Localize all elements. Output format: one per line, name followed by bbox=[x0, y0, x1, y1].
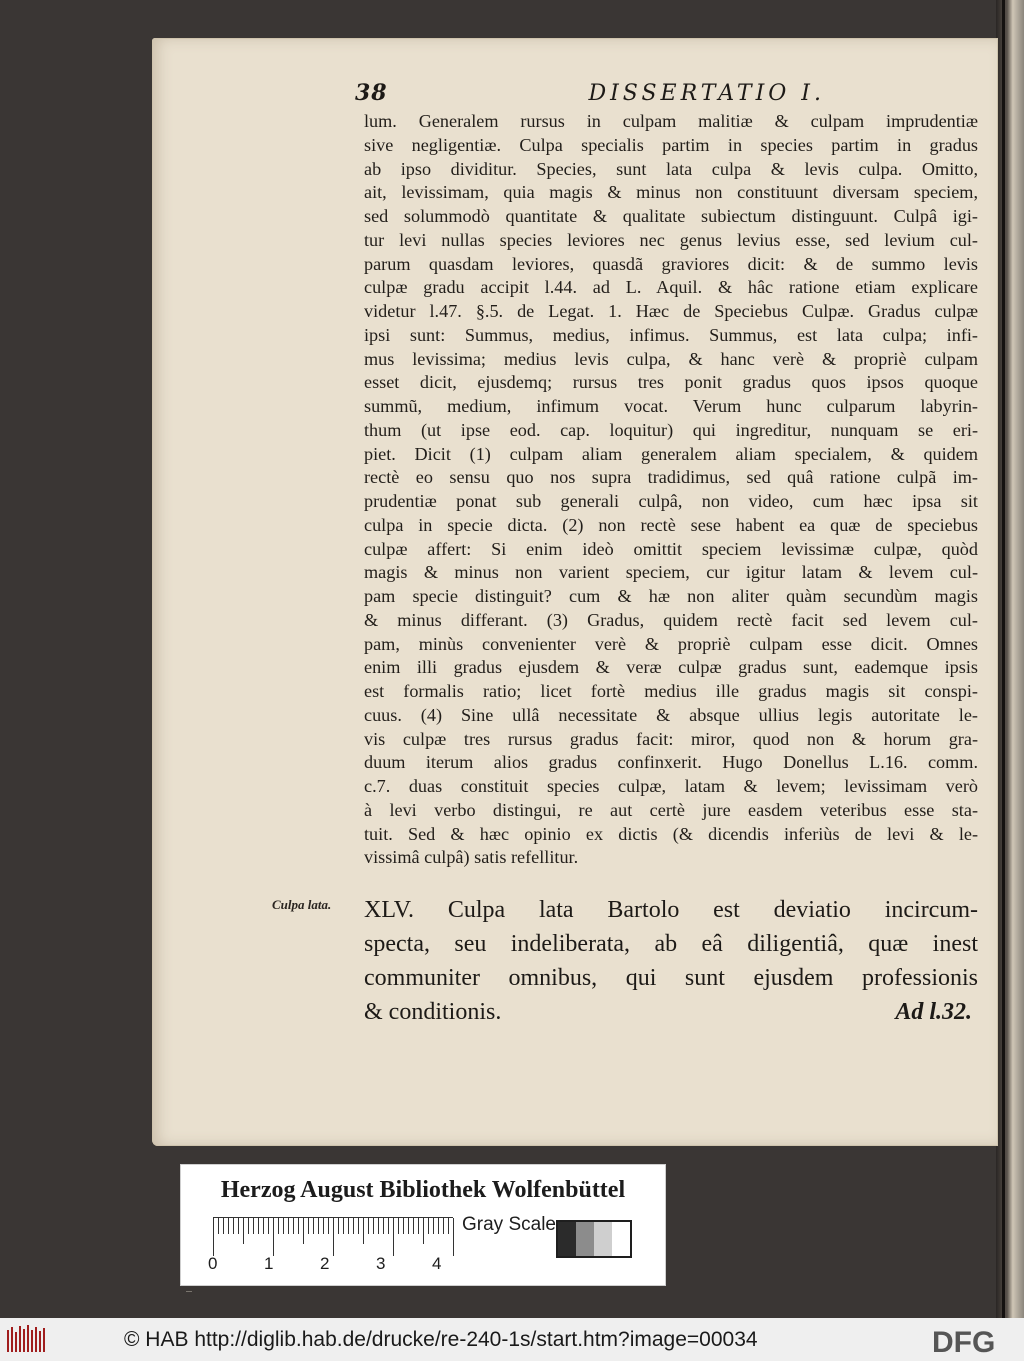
ruler-tick bbox=[383, 1218, 384, 1234]
ruler-tick bbox=[403, 1218, 404, 1234]
ruler-tick bbox=[243, 1218, 244, 1244]
ruler-tick bbox=[238, 1218, 239, 1234]
ruler-tick bbox=[233, 1218, 234, 1234]
ruler-tick bbox=[293, 1218, 294, 1234]
ruler-tick bbox=[268, 1218, 269, 1234]
ruler-tick bbox=[348, 1218, 349, 1234]
pencil-mark bbox=[186, 1291, 192, 1295]
ruler-tick bbox=[413, 1218, 414, 1234]
text-line: thum (ut ipse eod. cap. loquitur) qui ingreditur, nunquam se eri- bbox=[364, 419, 978, 440]
ruler-tick bbox=[228, 1218, 229, 1234]
ruler-tick bbox=[248, 1218, 249, 1234]
ruler-number: 0 bbox=[208, 1254, 218, 1273]
text-line: parum quasdam leviores, quasdã graviores dicit: & de summo levis bbox=[364, 253, 978, 274]
ruler-tick bbox=[313, 1218, 314, 1234]
page-number: 38 bbox=[355, 80, 388, 106]
ruler-tick bbox=[418, 1218, 419, 1234]
text-line: pam, minùs convenienter verè & propriè culpam esse dicit. Omnes bbox=[364, 633, 978, 654]
ruler-tick bbox=[258, 1218, 259, 1234]
ruler-tick bbox=[218, 1218, 219, 1234]
text-line: & minus differant. (3) Gradus, quidem rectè facit sed levem cul- bbox=[364, 609, 978, 630]
section-line-text: & conditionis. bbox=[364, 999, 502, 1025]
text-line: mus levissima; medius levis culpa, & hanc verè & propriè culpam bbox=[364, 348, 978, 369]
hab-logo-icon bbox=[6, 1324, 48, 1354]
text-line: sive negligentiæ. Culpa specialis partim in species partim in gradus bbox=[364, 134, 978, 155]
ruler-tick bbox=[333, 1218, 334, 1256]
ruler-tick bbox=[253, 1218, 254, 1234]
ruler-tick bbox=[423, 1218, 424, 1244]
ruler-tick bbox=[443, 1218, 444, 1234]
section-line-text: specta, seu indeliberata, ab eâ diligentiâ, quæ inest bbox=[364, 931, 978, 957]
ruler-tick bbox=[303, 1218, 304, 1244]
ruler-tick bbox=[378, 1218, 379, 1234]
ruler-tick bbox=[393, 1218, 394, 1256]
dfg-logo bbox=[932, 1325, 1016, 1355]
ruler-number: 3 bbox=[376, 1254, 386, 1273]
ruler-number: 1 bbox=[264, 1254, 274, 1273]
footer-bar bbox=[0, 1318, 1024, 1361]
ruler-tick bbox=[318, 1218, 319, 1234]
text-line: culpa in specie dicta. (2) non rectè sese habent ea quæ de speciebus bbox=[364, 514, 978, 535]
gray-scale-swatch bbox=[556, 1220, 632, 1258]
text-line: magis & minus non varient speciem, cur igitur latam & levem cul- bbox=[364, 562, 978, 583]
ruler-tick bbox=[408, 1218, 409, 1234]
ruler-tick bbox=[283, 1218, 284, 1234]
text-line: piet. Dicit (1) culpam aliam generalem aliam specialem, & quidem bbox=[364, 443, 978, 464]
ruler-tick bbox=[223, 1218, 224, 1234]
ruler-tick bbox=[438, 1218, 439, 1234]
ruler-number: 4 bbox=[432, 1254, 442, 1273]
section-line bbox=[364, 893, 978, 927]
ruler-tick bbox=[433, 1218, 434, 1234]
ruler-tick bbox=[358, 1218, 359, 1234]
text-line: prudentiæ ponat sub generali culpâ, non video, cum hæc ipsa sit bbox=[364, 491, 978, 511]
text-line: cuus. (4) Sine ullâ necessitate & absque ullius legis autoritate le- bbox=[364, 704, 978, 725]
ruler-number: 2 bbox=[320, 1254, 330, 1273]
running-head bbox=[355, 78, 825, 108]
text-line: c.7. duas constituit species culpæ, latam & levem; levissimam verò bbox=[364, 776, 978, 796]
text-line: vis culpæ tres rursus gradus facit: miror, quod non & horum gra- bbox=[364, 728, 978, 749]
text-line: esset dicit, ejusdemq; rursus tres ponit gradus quos ipsos quoque bbox=[364, 372, 978, 393]
ruler-tick bbox=[338, 1218, 339, 1234]
ruler-tick bbox=[363, 1218, 364, 1244]
text-line: culpæ gradu accipit l.44. ad L. Aquil. & hâc ratione etiam explicare bbox=[364, 277, 978, 298]
ruler-tick bbox=[428, 1218, 429, 1234]
text-line: ab ipso dividitur. Species, sunt lata culpa & levis culpa. Omitto, bbox=[364, 158, 978, 179]
section-xlv bbox=[364, 893, 978, 1029]
ruler-tick bbox=[288, 1218, 289, 1234]
text-line: rectè eo sensu quo nos supra tradidimus, sed quâ ratione culpã im- bbox=[364, 467, 978, 488]
text-line: vissimâ culpâ) satis refellitur. bbox=[364, 847, 579, 868]
scan-background-edge bbox=[996, 0, 1024, 1361]
ruler-tick bbox=[353, 1218, 354, 1234]
library-name: Herzog August Bibliothek Wolfenbüttel bbox=[220, 1177, 626, 1203]
text-line: lum. Generalem rursus in culpam malitiæ & culpam imprudentiæ bbox=[364, 111, 978, 131]
section-line-text: XLV. Culpa lata Bartolo est deviatio incircum- bbox=[364, 897, 978, 923]
section-line bbox=[364, 961, 978, 995]
text-line: tur levi nullas species leviores nec genus levius esse, sed levium cul- bbox=[364, 229, 978, 250]
ruler-tick bbox=[343, 1218, 344, 1234]
ruler-tick bbox=[328, 1218, 329, 1234]
legal-reference: Ad l.32. bbox=[895, 999, 972, 1025]
text-line: à levi verbo distingui, re aut certè jure easdem veteribus esse sta- bbox=[364, 799, 978, 820]
section-line bbox=[364, 995, 978, 1029]
ruler-tick bbox=[263, 1218, 264, 1234]
ruler-tick bbox=[278, 1218, 279, 1234]
ruler-tick bbox=[453, 1218, 454, 1256]
text-line: tuit. Sed & hæc opinio ex dictis (& dicendis inferiùs de levi & le- bbox=[364, 823, 978, 844]
text-line: est formalis ratio; licet fortè medius ille gradus magis sit conspi- bbox=[364, 681, 978, 701]
text-line: ait, levissimam, quia magis & minus non constituunt diversam speciem, bbox=[364, 182, 978, 203]
text-line: duum iterum alios gradus confinxerit. Hugo Donellus L.16. comm. bbox=[364, 752, 978, 773]
gray-scale-label: Gray Scale bbox=[462, 1214, 556, 1235]
ruler-tick bbox=[323, 1218, 324, 1234]
text-line: enim illi gradus ejusdem & veræ culpæ gradus sunt, eademque ipsis bbox=[364, 657, 978, 678]
section-line-text: communiter omnibus, qui sunt ejusdem professionis bbox=[364, 965, 978, 991]
text-line: culpæ affert: Si enim ideò omittit speciem levissimæ culpæ, quòd bbox=[364, 538, 978, 559]
text-line: sed solummodò quantitate & qualitate subiectum distinguunt. Culpâ igi- bbox=[364, 206, 978, 226]
ruler-tick bbox=[368, 1218, 369, 1234]
scale-ruler bbox=[213, 1217, 453, 1256]
ruler-tick bbox=[373, 1218, 374, 1234]
ruler-tick bbox=[213, 1218, 214, 1256]
text-line: videtur l.47. §.5. de Legat. 1. Hæc de Speciebus Culpæ. Gradus culpæ bbox=[364, 301, 978, 321]
margin-note-culpa-lata: Culpa lata. bbox=[272, 897, 332, 912]
text-line: ipsi sunt: Summus, medius, infimus. Summus, est lata culpa; infi- bbox=[364, 324, 978, 345]
ruler-tick bbox=[308, 1218, 309, 1234]
section-line bbox=[364, 927, 978, 961]
ruler-tick bbox=[273, 1218, 274, 1256]
text-line: pam specie distinguit? cum & hæ non aliter quàm secundùm magis bbox=[364, 586, 978, 606]
ruler-tick bbox=[388, 1218, 389, 1234]
dfg-logo-text: DFG bbox=[932, 1326, 996, 1355]
copyright-link[interactable]: © HAB http://diglib.hab.de/drucke/re-240-1s/start.htm?image=00034 bbox=[124, 1328, 758, 1351]
ruler-tick bbox=[398, 1218, 399, 1234]
ruler-tick bbox=[298, 1218, 299, 1234]
ruler-tick bbox=[448, 1218, 449, 1234]
text-line: summũ, medium, infimum vocat. Verum hunc culparum labyrin- bbox=[364, 396, 978, 416]
body-text bbox=[364, 110, 978, 870]
running-title: DISSERTATIO I. bbox=[588, 80, 825, 106]
